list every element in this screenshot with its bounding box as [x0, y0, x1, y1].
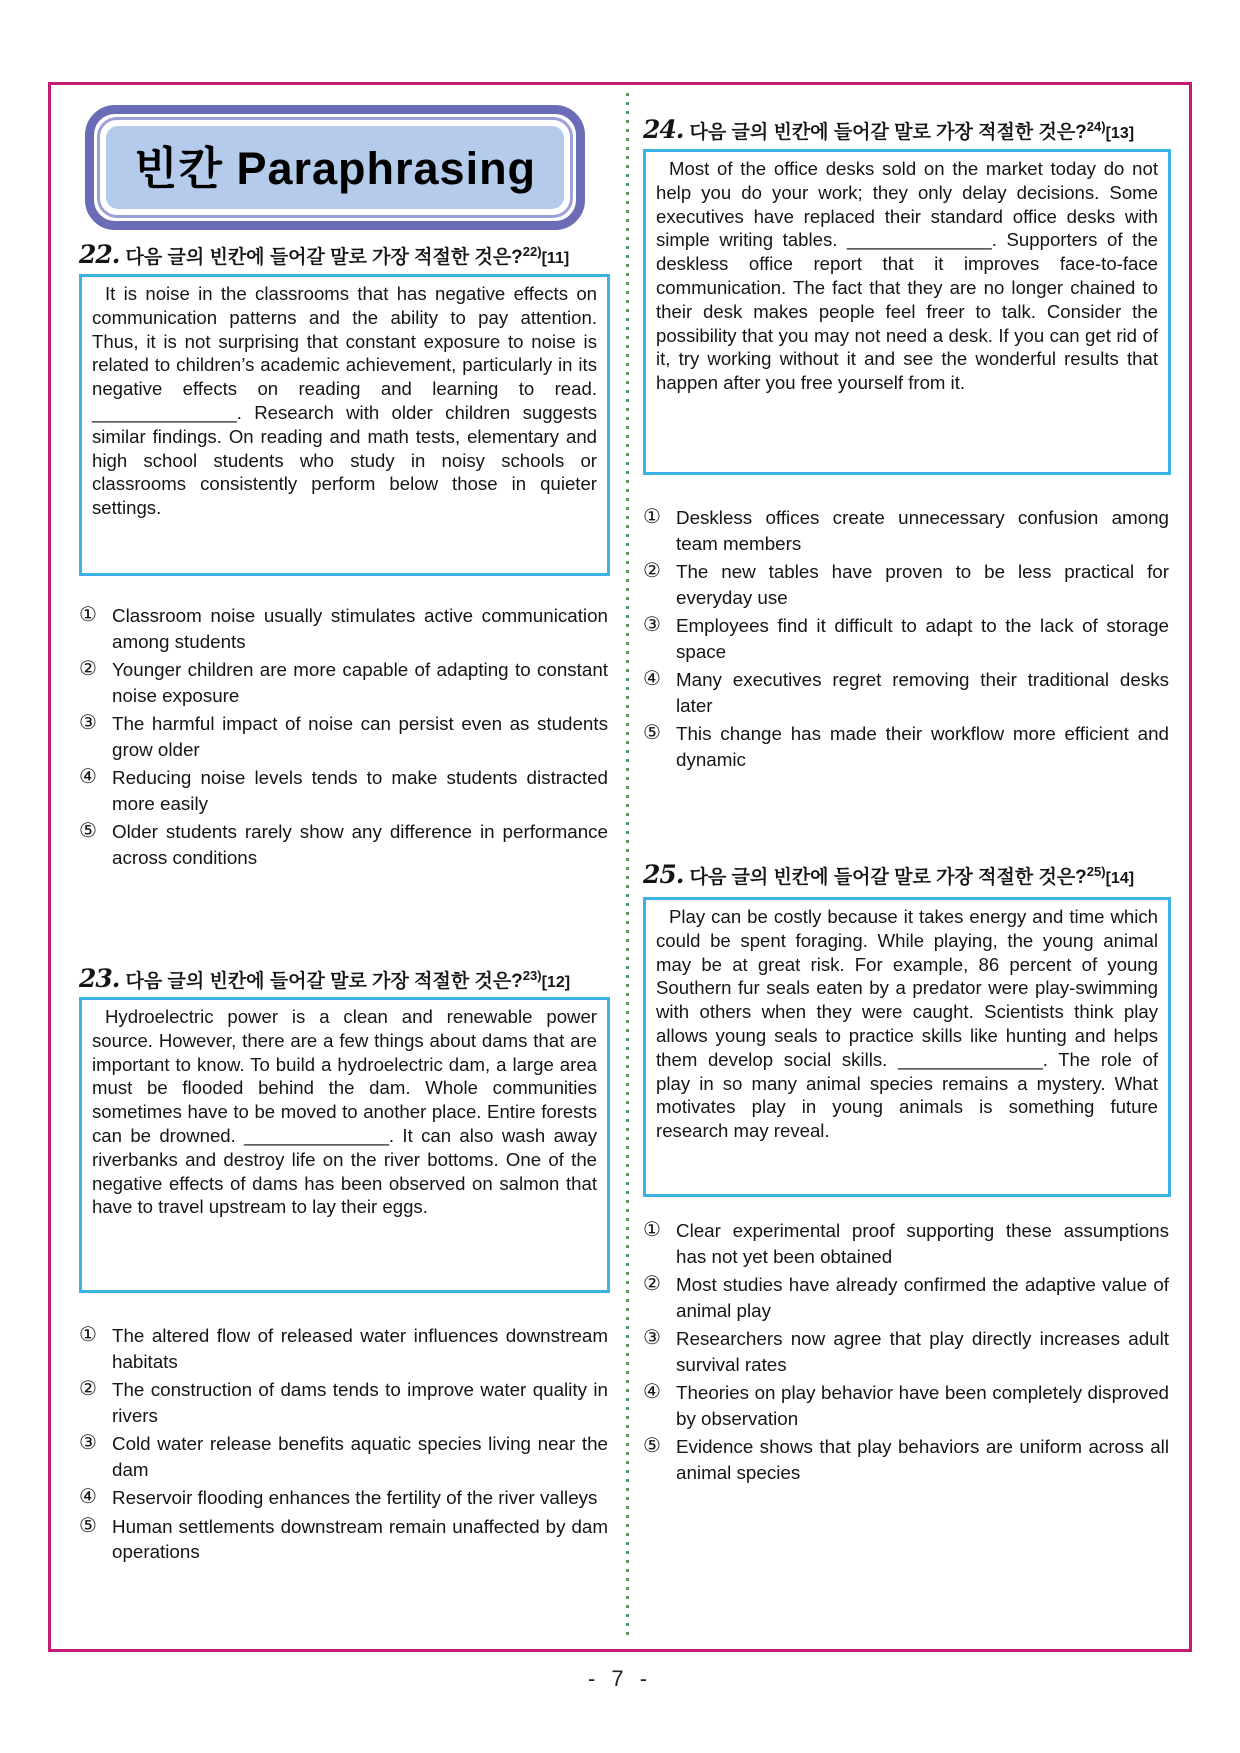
- choice-text: The altered flow of released water influences downstream habitats: [112, 1325, 608, 1372]
- choice-row: [79, 1377, 610, 1428]
- question-25-footnote-marker: 25): [1086, 864, 1106, 879]
- choice-marker: ②: [79, 1378, 97, 1400]
- choice-row: [79, 765, 610, 816]
- question-25-choices: [643, 1218, 1171, 1488]
- choice-row: [79, 819, 610, 870]
- choice-row: [643, 613, 1171, 664]
- choice-row: [643, 721, 1171, 772]
- question-23-footnote-marker: 23): [522, 968, 542, 983]
- choice-marker: ④: [643, 1381, 661, 1403]
- choice-text: Reducing noise levels tends to make students distracted more easily: [112, 767, 608, 814]
- choice-text: Cold water release benefits aquatic species living near the dam: [112, 1433, 608, 1480]
- question-22-number: 22.: [79, 240, 120, 269]
- column-divider: [626, 93, 629, 1641]
- choice-row: [79, 603, 610, 654]
- choice-row: [79, 1514, 610, 1565]
- question-24-prompt: 다음 글의 빈칸에 들어갈 말로 가장 적절한 것은?: [689, 122, 1087, 143]
- question-22-tag: [11]: [541, 250, 570, 267]
- choice-marker: ③: [79, 1432, 97, 1454]
- choice-marker: ⑤: [79, 820, 97, 842]
- choice-marker: ⑤: [643, 722, 661, 744]
- question-23-tag: [12]: [541, 974, 571, 991]
- choice-marker: ④: [79, 1486, 97, 1508]
- question-25-passage-box: [643, 897, 1171, 1197]
- choice-text: Researchers now agree that play directly increases adult survival rates: [676, 1328, 1169, 1375]
- choice-marker: ②: [79, 658, 97, 680]
- choice-row: [643, 1434, 1171, 1485]
- choice-text: Deskless offices create unnecessary confusion among team members: [676, 507, 1169, 554]
- choice-row: [643, 559, 1171, 610]
- choice-marker: ⑤: [643, 1435, 661, 1457]
- page-number: - 7 -: [587, 1666, 653, 1691]
- choice-text: The construction of dams tends to improve water quality in rivers: [112, 1379, 608, 1426]
- title-badge: [85, 105, 585, 230]
- question-24-tag: [13]: [1105, 125, 1135, 142]
- choice-text: The harmful impact of noise can persist even as students grow older: [112, 713, 608, 760]
- choice-text: Clear experimental proof supporting these assumptions has not yet been obtained: [676, 1220, 1169, 1267]
- question-22-passage-box: [79, 274, 610, 576]
- choice-row: [643, 667, 1171, 718]
- choice-marker: ④: [643, 668, 661, 690]
- choice-text: Employees find it difficult to adapt to the lack of storage space: [676, 615, 1169, 662]
- question-22-choices: [79, 603, 610, 873]
- question-22-prompt: 다음 글의 빈칸에 들어갈 말로 가장 적절한 것은?: [125, 247, 523, 268]
- choice-row: [643, 1272, 1171, 1323]
- question-25-number: 25.: [643, 860, 684, 889]
- choice-row: [79, 1323, 610, 1374]
- question-23-passage-text: Hydroelectric power is a clean and renewable power source. However, there are a few things about dams that are important to know. To build a hydroelectric dam, a large area must be flooded behind the dam. Whole communities sometimes have to be moved to another place. Entire forests can be drowned. ______________. It can also wash away riverbanks and destroy life on the river bottoms. One of the negative effects of dams has been observed on salmon that have to travel upstream to lay their eggs.: [92, 1006, 597, 1218]
- question-25-tag: [14]: [1105, 870, 1135, 887]
- choice-text: Classroom noise usually stimulates active communication among students: [112, 605, 608, 652]
- question-24-passage-text: Most of the office desks sold on the market today do not help you do your work; they only delay decisions. Some executives have replaced their standard office desks with simple writing tables. ______________. Supporters of the deskless office report that it improves face-to-face communication. The fact that they are no longer chained to their desk makes people feel freer to talk. Consider the possibility that you may not need a desk. If you can get rid of it, try working without it and see the wonderful results that happen after you free yourself from it.: [656, 158, 1158, 394]
- page-border-frame: [48, 82, 1192, 1652]
- choice-marker: ①: [79, 1324, 97, 1346]
- question-24-header: [643, 115, 1134, 144]
- question-23-choices: [79, 1323, 610, 1568]
- question-22-header: [79, 240, 569, 269]
- choice-row: [79, 1485, 610, 1511]
- choice-marker: ③: [79, 712, 97, 734]
- choice-marker: ④: [79, 766, 97, 788]
- question-24-choices: [643, 505, 1171, 775]
- choice-row: [79, 657, 610, 708]
- title-badge-ring: [97, 117, 573, 218]
- worksheet-title: 빈칸 Paraphrasing: [134, 143, 537, 194]
- choice-marker: ①: [79, 604, 97, 626]
- choice-text: Younger children are more capable of adapting to constant noise exposure: [112, 659, 608, 706]
- question-25-header: [643, 860, 1134, 889]
- choice-row: [643, 1218, 1171, 1269]
- choice-marker: ②: [643, 560, 661, 582]
- question-24-passage-box: [643, 149, 1171, 475]
- question-23-number: 23.: [79, 964, 120, 993]
- choice-text: Most studies have already confirmed the adaptive value of animal play: [676, 1274, 1169, 1321]
- choice-row: [643, 1326, 1171, 1377]
- title-badge-fill: [106, 126, 564, 209]
- question-25-prompt: 다음 글의 빈칸에 들어갈 말로 가장 적절한 것은?: [689, 867, 1087, 888]
- choice-marker: ③: [643, 1327, 661, 1349]
- question-24-footnote-marker: 24): [1086, 119, 1106, 134]
- choice-text: Older students rarely show any difference in performance across conditions: [112, 821, 608, 868]
- choice-marker: ⑤: [79, 1514, 97, 1537]
- choice-marker: ①: [643, 1219, 661, 1241]
- question-23-prompt: 다음 글의 빈칸에 들어갈 말로 가장 적절한 것은?: [125, 971, 523, 992]
- choice-marker: ①: [643, 506, 661, 528]
- choice-text: The new tables have proven to be less practical for everyday use: [676, 561, 1169, 608]
- choice-row: [643, 1380, 1171, 1431]
- choice-marker: ③: [643, 614, 661, 636]
- question-22-passage-text: It is noise in the classrooms that has negative effects on communication patterns and the ability to pay attention. Thus, it is not surprising that constant exposure to noise is related to children’s academic achievement, particularly in its negative effects on reading and learning to read. ______________. Research with older children suggests similar findings. On reading and math tests, elementary and high school students who study in noisy schools or classrooms consistently perform below those in quieter settings.: [92, 283, 597, 519]
- choice-row: [643, 505, 1171, 556]
- choice-text: Many executives regret removing their traditional desks later: [676, 669, 1169, 716]
- choice-marker: ②: [643, 1273, 661, 1295]
- choice-text: Theories on play behavior have been completely disproved by observation: [676, 1382, 1169, 1429]
- choice-text: Reservoir flooding enhances the fertility of the river valleys: [112, 1487, 598, 1508]
- question-25-passage-text: Play can be costly because it takes energy and time which could be spent foraging. While playing, the young animal may be at great risk. For example, 86 percent of young Southern fur seals eaten by a predator were play-swimming with others when they were caught. Scientists think play allows young seals to practice skills like hunting and helps them develop social skills. ______________. The role of play in so many animal species remains a mystery. What motivates play in young animals is something future research may reveal.: [656, 906, 1158, 1142]
- choice-row: [79, 1431, 610, 1482]
- choice-row: [79, 711, 610, 762]
- choice-text: Human settlements downstream remain unaffected by dam operations: [112, 1515, 608, 1562]
- question-23-header: [79, 964, 570, 993]
- question-24-number: 24.: [643, 115, 684, 144]
- choice-text: This change has made their workflow more efficient and dynamic: [676, 723, 1169, 770]
- question-23-passage-box: [79, 997, 610, 1293]
- choice-text: Evidence shows that play behaviors are uniform across all animal species: [676, 1436, 1169, 1483]
- question-22-footnote-marker: 22): [522, 244, 542, 259]
